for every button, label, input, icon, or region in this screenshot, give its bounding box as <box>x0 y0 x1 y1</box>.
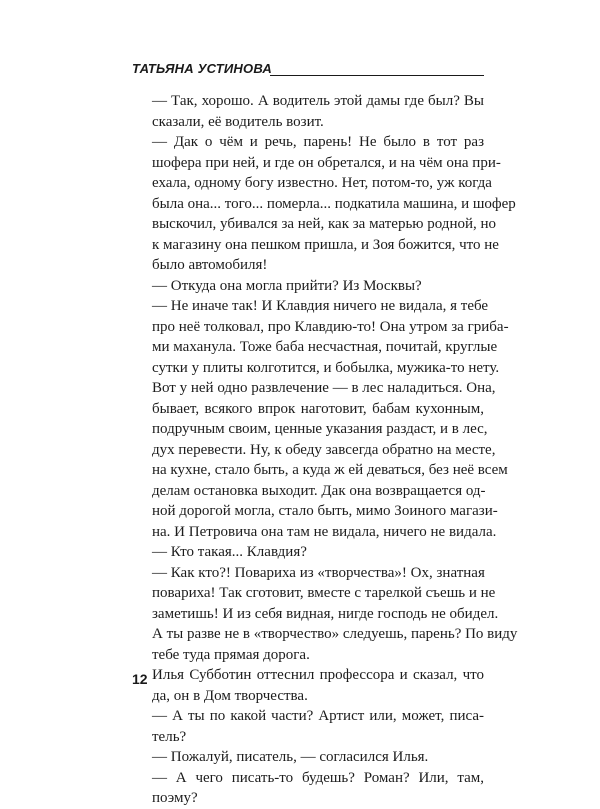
text-line: на. И Петровича она там не видала, ничего не видала. <box>152 523 497 540</box>
text-line: Вот у ней одно развлечение — в лес наладиться. Она, <box>152 380 496 396</box>
text-line: была она... того... померла... подкатила машина, и шофер <box>152 195 516 212</box>
text-line: — Дак о чём и речь, парень! Не было в тот раз <box>152 134 484 150</box>
text-line: про неё толковал, про Клавдию-то! Она утром за гриба- <box>152 318 509 335</box>
paragraph <box>132 542 484 563</box>
text-line: тебе туда прямая дорога. <box>152 646 310 663</box>
text-line: тель? <box>152 728 187 745</box>
text-line: да, он в Дом творчества. <box>152 687 308 704</box>
text-line: Илья Субботин оттеснил профессора и сказал, что <box>152 667 484 683</box>
text-line: было автомобиля! <box>152 257 268 273</box>
text-line: — А ты по какой части? Артист или, может, писа- <box>152 708 484 724</box>
text-line: делам остановка выходит. Дак она возвращается од- <box>152 482 486 499</box>
paragraph <box>132 768 484 809</box>
page-number: 12 <box>132 671 148 687</box>
running-header <box>132 59 484 81</box>
text-line: — Не иначе так! И Клавдия ничего не видала, я тебе <box>152 298 489 314</box>
paragraph <box>132 296 509 542</box>
text-line: подручным своим, ценные указания раздаст, и в лес, <box>152 421 488 437</box>
text-line: — Так, хорошо. А водитель этой дамы где был? Вы <box>152 93 484 109</box>
paragraph <box>132 563 518 666</box>
paragraph <box>132 706 484 747</box>
text-line: ной дорогой могла, стало быть, мимо Зоиного магази- <box>152 503 498 519</box>
text-line: сутки у плиты колготится, и бобылка, мужика-то нету. <box>152 359 500 376</box>
text-line: ми маханула. Тоже баба несчастная, почитай, круглые <box>152 339 498 355</box>
text-line: — Кто такая... Клавдия? <box>152 544 307 560</box>
text-line: — Как кто?! Повариха из «творчества»! Ох, знатная <box>152 564 485 581</box>
text-line: ехала, одному богу известно. Нет, потом-то, уж когда <box>152 175 492 191</box>
text-line: — А чего писать-то будешь? Роман? Или, там, <box>152 769 484 786</box>
paragraph <box>132 747 484 768</box>
header-rule <box>270 75 484 76</box>
text-line: — Откуда она могла прийти? Из Москвы? <box>152 277 422 294</box>
text-line: шофера при ней, и где он обретался, и на чём она при- <box>152 154 501 171</box>
body-text <box>132 91 518 809</box>
paragraph <box>132 665 484 706</box>
paragraph <box>132 91 484 132</box>
text-line: выскочил, убивался за ней, как за матерью родной, но <box>152 216 497 232</box>
text-line: — Пожалуй, писатель, — согласился Илья. <box>152 749 429 765</box>
text-line: на кухне, стало быть, а куда ж ей деваться, без неё всем <box>152 462 508 478</box>
text-line: сказали, её водитель возит. <box>152 113 324 130</box>
author-name: ТАТЬЯНА УСТИНОВА <box>132 61 273 76</box>
paragraph <box>132 276 484 297</box>
text-line: повариха! Так сготовит, вместе с тарелкой съешь и не <box>152 585 496 601</box>
text-line: бывает, всякого впрок наготовит, бабам кухонным, <box>152 400 484 417</box>
text-line: дух перевести. Ну, к обеду завсегда обратно на месте, <box>152 441 496 458</box>
text-line: заметишь! И из себя видная, нигде господь не обидел. <box>152 605 499 622</box>
paragraph <box>132 132 516 276</box>
text-line: к магазину она пешком пришла, и Зоя божится, что не <box>152 236 499 253</box>
text-line: А ты разве не в «творчество» следуешь, парень? По виду <box>152 626 518 642</box>
text-line: поэму? <box>152 790 198 806</box>
